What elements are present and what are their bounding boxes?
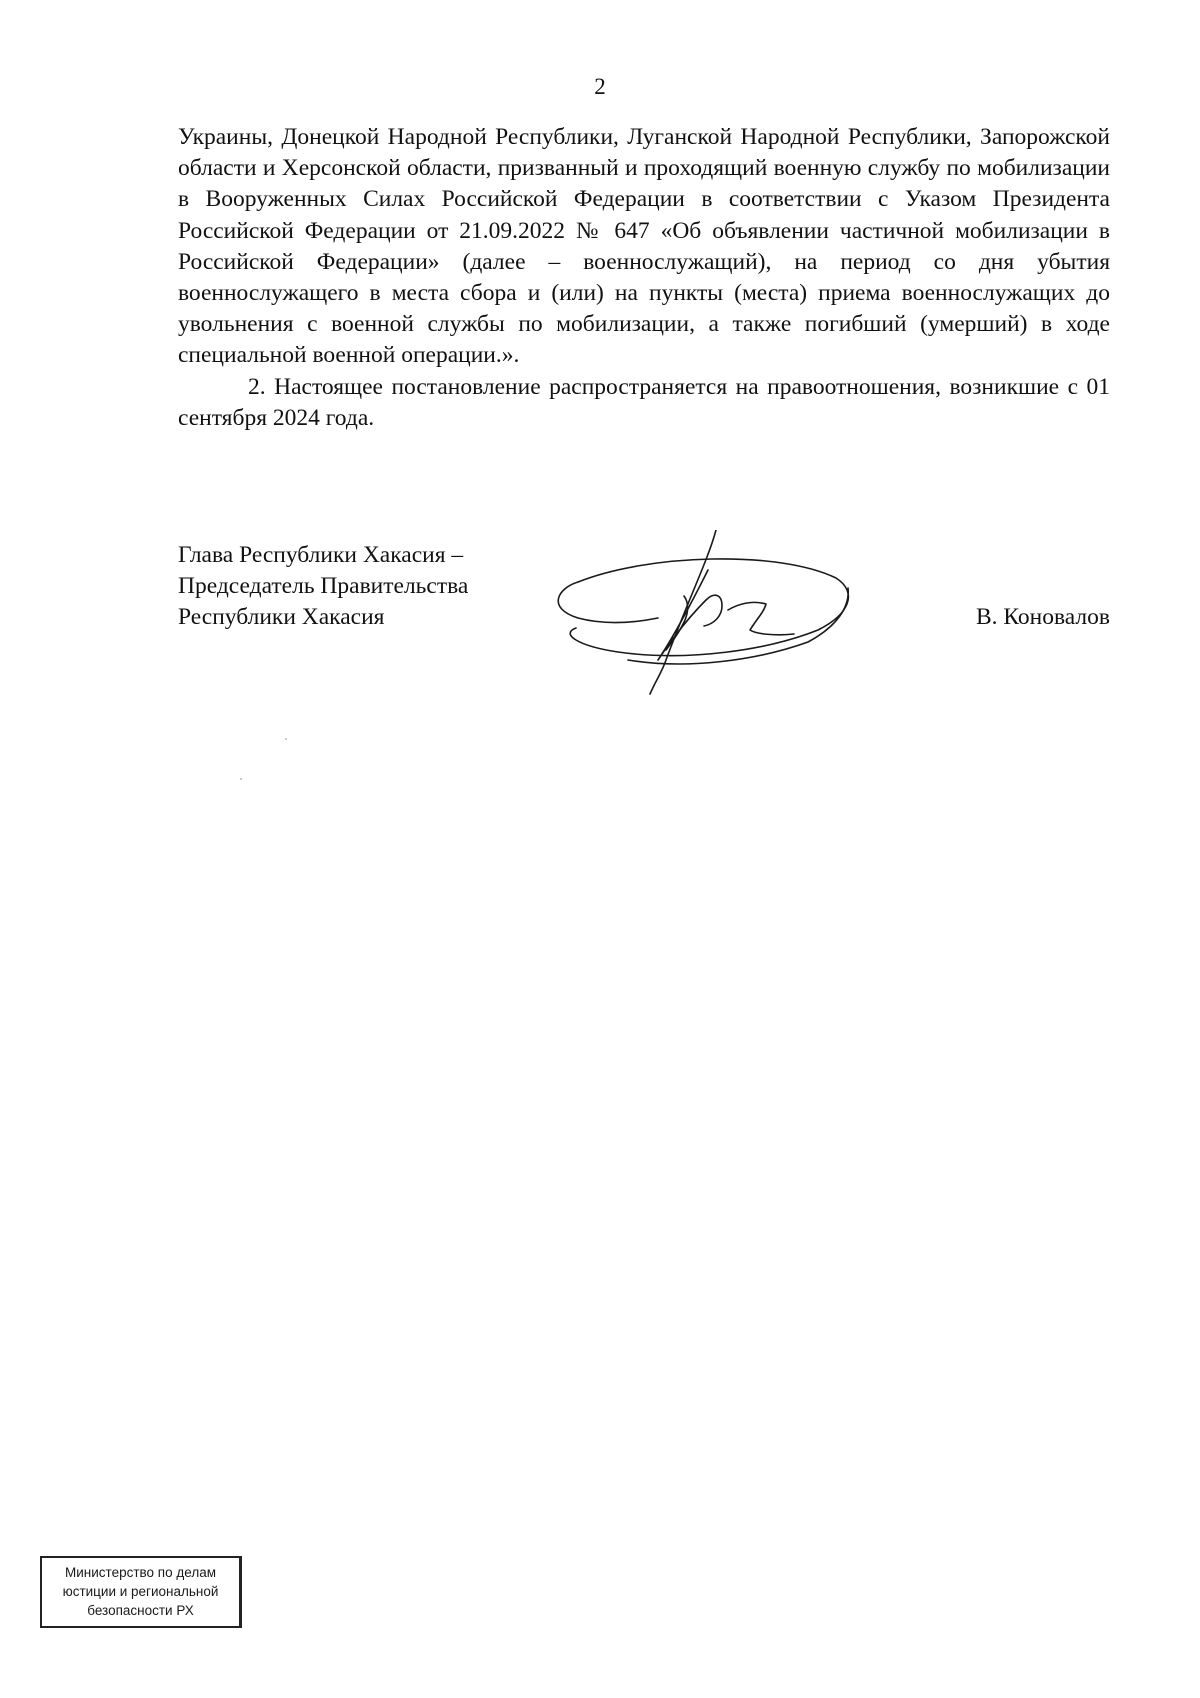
signer-title-line-1: Глава Республики Хакасия – [178, 542, 464, 568]
stamp-line-1: Министерство по делам [65, 1565, 216, 1580]
signature-block [178, 540, 1110, 700]
ministry-stamp [40, 1556, 242, 1628]
signer-title-line-3: Республики Хакасия [178, 604, 385, 630]
document-body [178, 122, 1110, 434]
scan-speck [285, 738, 287, 740]
signer-name: В. Коновалов [975, 604, 1110, 630]
stamp-line-3: безопасности РХ [87, 1603, 194, 1618]
paragraph-2: 2. Настоящее постановление распространяется на правоотношения, возникшие с 01 сентября 2024 года. [178, 373, 1110, 431]
paragraph-continuation: Украины, Донецкой Народной Республики, Луганской Народной Республики, Запорожской области и Херсонской области, призванный и проходящий военную службу по мобилизации в Вооруженных Силах Российской Федерации в соответствии с Указом Президента Российской Федерации от 21.09.2022 № 647 «Об объявлении частичной мобилизации в Российской Федерации» (далее – военнослужащий), на период со дня убытия военнослужащего в места сбора и (или) на пункты (места) приема военнослужащих до увольнения с военной службы по мобилизации, а также погибший (умерший) в ходе специальной военной операции.». [178, 124, 1110, 369]
stamp-line-2: юстиции и региональной [62, 1584, 219, 1599]
signer-title [178, 540, 468, 633]
handwritten-signature [538, 530, 868, 700]
page-number: 2 [594, 74, 606, 99]
scan-speck [240, 778, 242, 780]
signer-title-line-2: Председатель Правительства [178, 573, 469, 599]
